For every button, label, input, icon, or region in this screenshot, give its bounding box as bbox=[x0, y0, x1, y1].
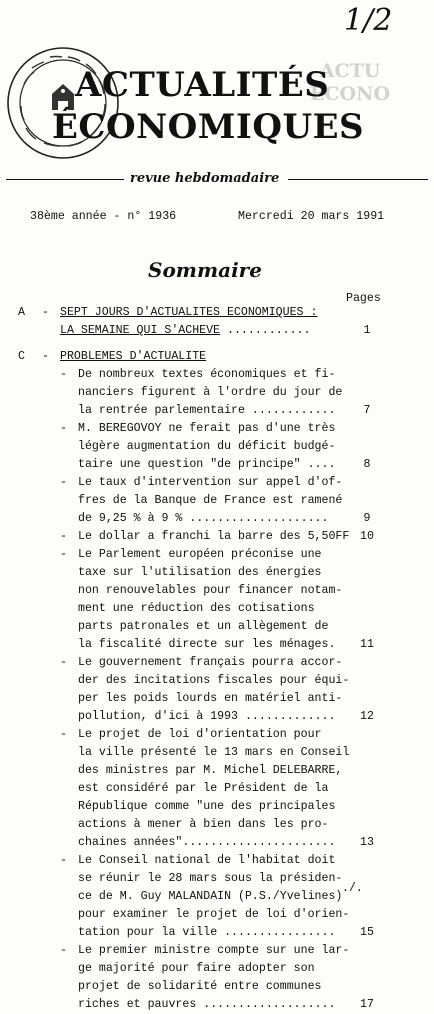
item-8-page: 15 bbox=[360, 926, 374, 939]
section-a-dash: - bbox=[42, 306, 49, 319]
item-6-line-1: Le gouvernement français pourra accor- bbox=[78, 656, 343, 669]
item-2-page: 8 bbox=[363, 458, 371, 471]
section-c-letter: C bbox=[18, 350, 25, 363]
handwritten-page-note: 1/2 bbox=[344, 3, 393, 38]
item-dash: - bbox=[60, 548, 67, 561]
item-6-line-2: der des incitations fiscales pour équi- bbox=[78, 674, 350, 687]
item-1-page: 7 bbox=[363, 404, 371, 417]
item-dash: - bbox=[60, 854, 67, 867]
item-8-line-3: ce de M. Guy MALANDAIN (P.S./Yvelines) bbox=[78, 890, 343, 903]
item-8-line-5: tation pour la ville ................ bbox=[78, 926, 336, 939]
item-6-line-3: per les poids lourds en matériel anti- bbox=[78, 692, 343, 705]
masthead-title-line-1: ACTUALITÉS bbox=[75, 65, 330, 105]
item-1-line-3: la rentrée parlementaire ............ bbox=[78, 404, 336, 417]
item-5-page: 11 bbox=[360, 638, 374, 651]
section-a-letter: A bbox=[18, 306, 25, 319]
item-9-line-3: projet de solidarité entre communes bbox=[78, 980, 322, 993]
item-4-line-1: Le dollar a franchi la barre des 5,50FF bbox=[78, 530, 350, 543]
item-dash: - bbox=[60, 368, 67, 381]
item-8-line-4: pour examiner le projet de loi d'orien- bbox=[78, 908, 350, 921]
item-dash: - bbox=[60, 656, 67, 669]
section-c-dash: - bbox=[42, 350, 49, 363]
ghost-line-2: ECONO bbox=[309, 83, 391, 105]
section-a-line-2: LA SEMAINE QUI S'ACHEVE ............ bbox=[60, 324, 311, 337]
item-7-line-1: Le projet de loi d'orientation pour bbox=[78, 728, 322, 741]
item-5-line-2: taxe sur l'utilisation des énergies bbox=[78, 566, 322, 579]
masthead-rule-right bbox=[288, 179, 428, 180]
section-a-page: 1 bbox=[363, 324, 371, 337]
item-2-line-3: taire une question "de principe" .... bbox=[78, 458, 336, 471]
pages-column-label: Pages bbox=[346, 292, 381, 305]
masthead-rule-left bbox=[6, 179, 124, 180]
item-2-line-2: légère augmentation du déficit budgé- bbox=[78, 440, 336, 453]
item-7-line-7: chaines années"...................... bbox=[78, 836, 336, 849]
masthead-title-line-2: ÉCONOMIQUES bbox=[52, 107, 365, 147]
item-9-page: 17 bbox=[360, 998, 374, 1011]
item-2-line-1: M. BEREGOVOY ne ferait pas d'une très bbox=[78, 422, 336, 435]
item-5-line-6: la fiscalité directe sur les ménages. bbox=[78, 638, 336, 651]
item-7-page: 13 bbox=[360, 836, 374, 849]
item-9-line-4: riches et pauvres ................... bbox=[78, 998, 336, 1011]
item-7-line-4: est considéré par le Président de la bbox=[78, 782, 329, 795]
item-3-line-3: de 9,25 % à 9 % .................... bbox=[78, 512, 329, 525]
item-8-line-2: se réunir le 28 mars sous la présiden- bbox=[78, 872, 343, 885]
item-5-line-1: Le Parlement européen préconise une bbox=[78, 548, 322, 561]
item-3-line-1: Le taux d'intervention sur appel d'of- bbox=[78, 476, 343, 489]
item-dash: - bbox=[60, 476, 67, 489]
item-8-line-1: Le Conseil national de l'habitat doit bbox=[78, 854, 336, 867]
section-c-heading: PROBLEMES D'ACTUALITE bbox=[60, 350, 207, 363]
item-1-line-1: De nombreux textes économiques et fi- bbox=[78, 368, 336, 381]
item-dash: - bbox=[60, 530, 67, 543]
section-a-line-1: SEPT JOURS D'ACTUALITES ECONOMIQUES : bbox=[60, 306, 318, 319]
item-7-line-2: la ville présenté le 13 mars en Conseil bbox=[78, 746, 350, 759]
item-6-page: 12 bbox=[360, 710, 374, 723]
section-a-line-2-heading: LA SEMAINE QUI S'ACHEVE bbox=[60, 324, 221, 337]
item-5-line-5: parts patronales et un allègement de bbox=[78, 620, 329, 633]
sommaire-heading: Sommaire bbox=[148, 258, 262, 282]
item-3-line-2: fres de la Banque de France est ramené bbox=[78, 494, 343, 507]
item-5-line-4: ment une réduction des cotisations bbox=[78, 602, 315, 615]
item-dash: - bbox=[60, 728, 67, 741]
issue-date: Mercredi 20 mars 1991 bbox=[238, 210, 385, 223]
issue-number: 38ème année - n° 1936 bbox=[30, 210, 177, 223]
masthead-subtitle: revue hebdomadaire bbox=[130, 171, 280, 186]
continuation-mark: ./. bbox=[342, 882, 363, 895]
item-6-line-4: pollution, d'ici à 1993 ............. bbox=[78, 710, 336, 723]
item-4-page: 10 bbox=[360, 530, 374, 543]
item-1-line-2: nanciers figurent à l'ordre du jour de bbox=[78, 386, 343, 399]
item-7-line-6: actions à mener à bien dans les pro- bbox=[78, 818, 329, 831]
item-dash: - bbox=[60, 944, 67, 957]
item-9-line-1: Le premier ministre compte sur une lar- bbox=[78, 944, 350, 957]
item-dash: - bbox=[60, 422, 67, 435]
item-9-line-2: ge majorité pour faire adopter son bbox=[78, 962, 315, 975]
item-5-line-3: non renouvelables pour financer notam- bbox=[78, 584, 343, 597]
item-7-line-5: République comme "une des principales bbox=[78, 800, 336, 813]
item-7-line-3: des ministres par M. Michel DELEBARRE, bbox=[78, 764, 343, 777]
item-3-page: 9 bbox=[363, 512, 371, 525]
ghost-line-1: ACTU bbox=[319, 60, 381, 82]
